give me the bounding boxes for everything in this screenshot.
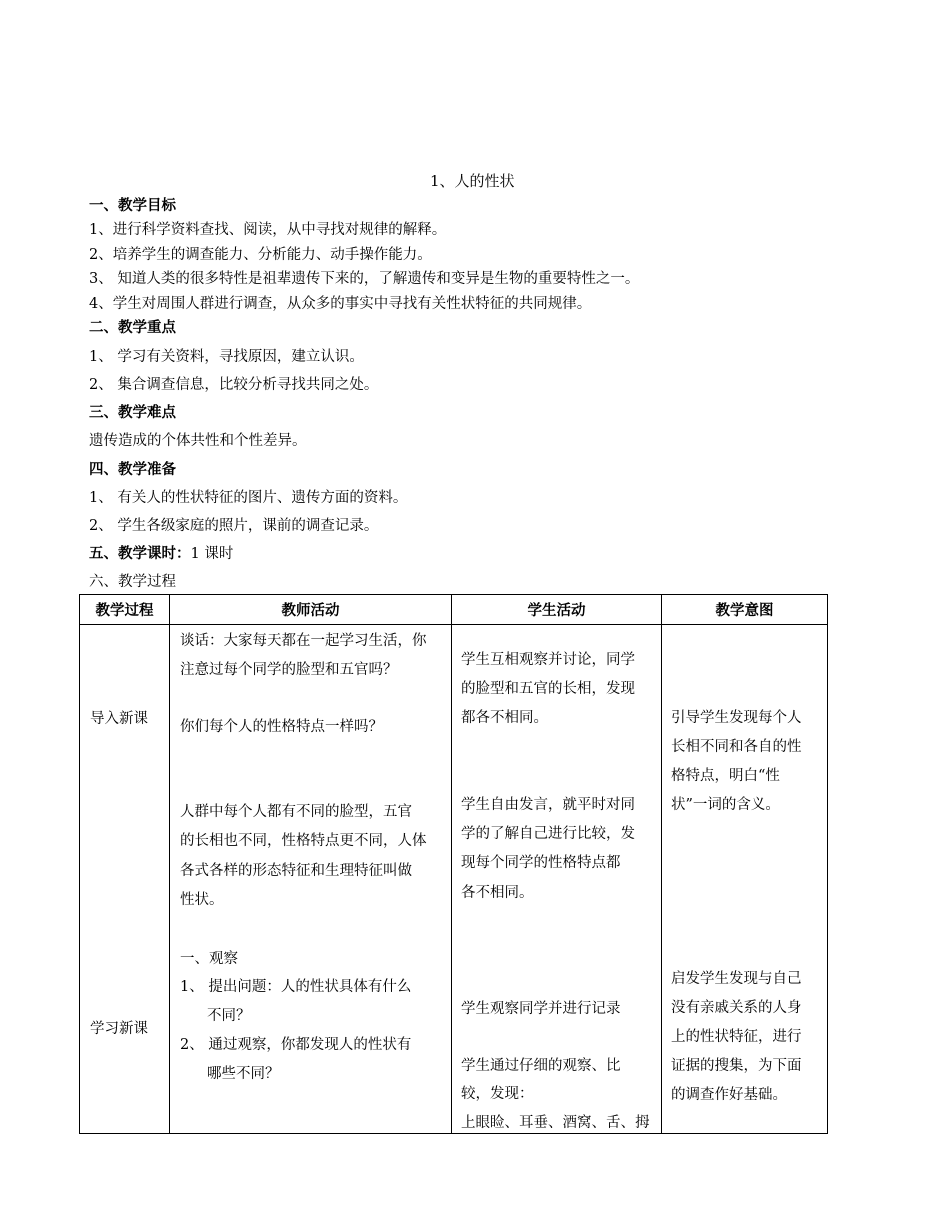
table-row [80,625,828,1134]
table-header-row [80,595,828,625]
header-teacher-activity: 教师活动 [170,595,452,625]
goals-heading: 一、教学目标 [89,198,176,214]
teacher-line: 的长相也不同，性格特点更不同，人体 [180,833,427,849]
student-line: 的脸型和五官的长相，发现 [461,681,635,697]
teacher-line: 谈话：大家每天都在一起学习生活，你 [180,633,427,649]
goal-item: 2、培养学生的调查能力、分析能力、动手操作能力。 [89,247,432,263]
teacher-activity-cell [170,625,452,1134]
preparation-item: 2、 学生各级家庭的照片，课前的调查记录。 [89,518,379,534]
class-hours-label: 五、教学课时： [89,546,191,562]
teacher-line: 一、观察 [180,951,238,967]
intent-line: 的调查作好基础。 [671,1087,787,1103]
class-hours-value: 1 课时 [190,546,234,562]
header-process: 教学过程 [80,595,170,625]
intent-line: 证据的搜集，为下面 [671,1058,802,1074]
header-student-activity: 学生活动 [452,595,662,625]
student-line: 各不相同。 [461,885,534,901]
lesson-process-table [79,594,828,1134]
intent-line: 长相不同和各自的性 [671,739,802,755]
student-line: 学生自由发言，就平时对同 [461,797,635,813]
document-title: 1、人的性状 [430,172,515,190]
intent-line: 状”一词的含义。 [671,797,780,813]
intent-line: 启发学生发现与自己 [671,971,802,987]
student-line: 学的了解自己进行比较，发 [461,826,635,842]
student-line: 上眼睑、耳垂、酒窝、舌、拇 [461,1115,650,1131]
goal-item: 1、进行科学资料查找、阅读，从中寻找对规律的解释。 [89,222,447,238]
student-line: 学生互相观察并讨论，同学 [461,652,635,668]
intent-cell [662,625,828,1134]
teacher-line: 注意过每个同学的脸型和五官吗？ [180,662,398,678]
preparation-item: 1、 有关人的性状特征的图片、遗传方面的资料。 [89,490,408,506]
goal-item: 3、 知道人类的很多特性是祖辈遗传下来的，了解遗传和变异是生物的重要特性之一。 [89,271,640,287]
teacher-line: 你们每个人的性格特点一样吗？ [180,719,383,735]
student-line: 都各不相同。 [461,710,548,726]
student-line: 现每个同学的性格特点都 [461,855,621,871]
stage-intro: 导入新课 [90,711,148,727]
teacher-line: 哪些不同？ [207,1066,280,1082]
intent-line: 引导学生发现每个人 [671,710,802,726]
difficulty-text: 遗传造成的个体共性和个性差异。 [89,433,307,449]
student-line: 较，发现： [461,1086,534,1102]
process-heading: 六、教学过程 [89,574,176,590]
teacher-line: 1、 提出问题：人的性状具体有什么 [180,979,412,995]
key-point-item: 2、 集合调查信息，比较分析寻找共同之处。 [89,377,379,393]
difficulty-heading: 三、教学难点 [89,405,176,421]
intent-line: 没有亲戚关系的人身 [671,1000,802,1016]
teacher-line: 2、 通过观察，你都发现人的性状有 [180,1037,412,1053]
stage-new-lesson: 学习新课 [90,1021,148,1037]
key-points-heading: 二、教学重点 [89,320,176,336]
stage-cell [80,625,170,1134]
preparation-heading: 四、教学准备 [89,462,176,478]
intent-line: 格特点，明白“性 [671,768,780,784]
key-point-item: 1、 学习有关资料，寻找原因，建立认识。 [89,349,364,365]
student-line: 学生观察同学并进行记录 [461,1001,621,1017]
intent-line: 上的性状特征，进行 [671,1029,802,1045]
teacher-line: 性状。 [180,892,224,908]
header-intent: 教学意图 [662,595,828,625]
goal-item: 4、学生对周围人群进行调查，从众多的事实中寻找有关性状特征的共同规律。 [89,296,592,312]
student-activity-cell [452,625,662,1134]
teacher-line: 各式各样的形态特征和生理特征叫做 [180,863,412,879]
teacher-line: 不同？ [207,1008,251,1024]
student-line: 学生通过仔细的观察、比 [461,1058,621,1074]
teacher-line: 人群中每个人都有不同的脸型，五官 [180,804,412,820]
class-hours [89,542,233,563]
